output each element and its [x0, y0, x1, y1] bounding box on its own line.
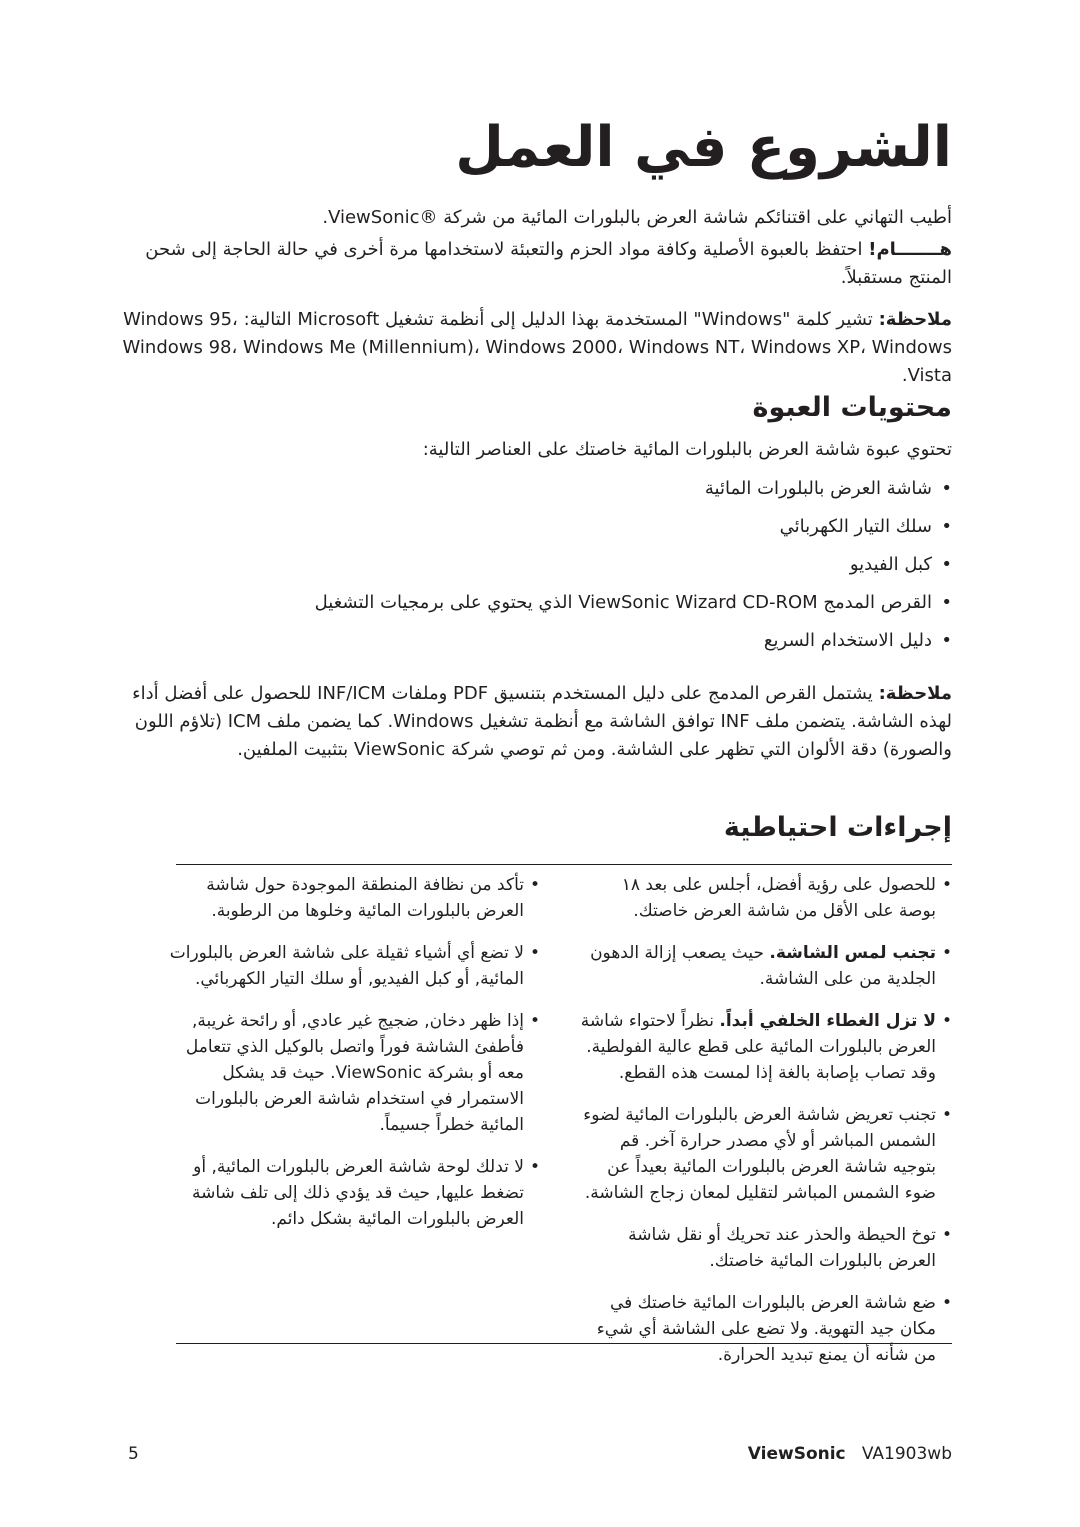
precaution-item: • توخ الحيطة والحذر عند تحريك أو نقل شاشة العرض بالبلورات المائية خاصتك.: [580, 1222, 952, 1274]
precaution-item: • لا تزل الغطاء الخلفي أبداً. نظراً لاحتواء شاشة العرض بالبلورات المائية على قطع عالية الفولطية. وقد تصاب بإصابة بالغة إذا لمست هذه القطع.: [580, 1008, 952, 1086]
precaution-item: • إذا ظهر دخان, ضجيج غير عادي, أو رائحة غريبة, فأطفئ الشاشة فوراً واتصل بالوكيل الذي تتعامل معه أو بشركة ViewSonic. حيث قد يشكل الاستمرار في استخدام شاشة العرض بالبلورات المائية خطراً جسيماً.: [168, 1008, 540, 1138]
footer-brand-model: [748, 1442, 952, 1466]
precautions-heading: إجراءات احتياطية: [723, 812, 952, 843]
page-title: الشروع في العمل: [455, 115, 952, 180]
precaution-item: • للحصول على رؤية أفضل، أجلس على بعد ١٨ بوصة على الأقل من شاشة العرض خاصتك.: [580, 872, 952, 924]
list-item: • شاشة العرض بالبلورات المائية: [122, 470, 952, 508]
intro-section: [122, 204, 952, 390]
package-note-label: ملاحظة:: [878, 683, 952, 704]
package-heading: محتويات العبوة: [752, 392, 952, 423]
precautions-right-column: [580, 872, 952, 1384]
package-intro: تحتوي عبوة شاشة العرض بالبلورات المائية خاصتك على العناصر التالية:: [422, 439, 952, 460]
page-number: 5: [128, 1444, 139, 1464]
important-note: [122, 236, 952, 292]
package-note: [122, 680, 952, 764]
note-label: ملاحظة:: [878, 309, 952, 330]
list-item: • القرص المدمج ViewSonic Wizard CD-ROM الذي يحتوي على برمجيات التشغيل: [122, 584, 952, 622]
package-note-text: يشتمل القرص المدمج على دليل المستخدم بتنسيق PDF وملفات INF/ICM للحصول على أفضل أداء لهذه الشاشة. يتضمن ملف INF توافق الشاشة مع أنظمة تشغيل Windows. كما يضمن ملف ICM (تلاؤم اللون والصورة) دقة الألوان التي تظهر على الشاشة. ومن ثم توصي شركة ViewSonic بتثبيت الملفين.: [132, 683, 952, 760]
list-item: • كبل الفيديو: [122, 546, 952, 584]
precaution-item: • ضع شاشة العرض بالبلورات المائية خاصتك في مكان جيد التهوية. ولا تضع على الشاشة أي شيء من شأنه أن يمنع تبديد الحرارة.: [580, 1290, 952, 1368]
congrats-text: أطيب التهاني على اقتنائكم شاشة العرض بالبلورات المائية من شركة ®ViewSonic.: [322, 207, 952, 228]
precaution-item: • تأكد من نظافة المنطقة الموجودة حول شاشة العرض بالبلورات المائية وخلوها من الرطوبة.: [168, 872, 540, 924]
note-text: تشير كلمة "Windows" المستخدمة بهذا الدليل إلى أنظمة تشغيل Microsoft التالية: Windows 95، Windows 98، Windows Me (Millennium)، Windows 2000، Windows NT، Windows XP، Windows Vista.: [122, 309, 952, 386]
precaution-item: • تجنب لمس الشاشة. حيث يصعب إزالة الدهون الجلدية من على الشاشة.: [580, 940, 952, 992]
package-list: [122, 470, 952, 660]
top-divider: [176, 864, 952, 865]
list-item: • سلك التيار الكهربائي: [122, 508, 952, 546]
bottom-divider: [176, 1343, 952, 1344]
precautions-left-column: [168, 872, 540, 1248]
footer-brand: ViewSonic: [747, 1444, 846, 1464]
precaution-item: • لا تدلك لوحة شاشة العرض بالبلورات المائية, أو تضغط عليها, حيث قد يؤدي ذلك إلى تلف شاشة العرض بالبلورات المائية بشكل دائم.: [168, 1154, 540, 1232]
list-item: • دليل الاستخدام السريع: [122, 622, 952, 660]
precaution-item: • لا تضع أي أشياء ثقيلة على شاشة العرض بالبلورات المائية, أو كبل الفيديو, أو سلك التيار الكهربائي.: [168, 940, 540, 992]
footer-model: VA1903wb: [861, 1444, 952, 1464]
important-label: هـــــــام!: [868, 239, 952, 260]
windows-note: [122, 306, 952, 390]
precaution-item: • تجنب تعريض شاشة العرض بالبلورات المائية لضوء الشمس المباشر أو لأي مصدر حرارة آخر. قم بتوجيه شاشة العرض بالبلورات المائية بعيداً عن ضوء الشمس المباشر لتقليل لمعان زجاج الشاشة.: [580, 1102, 952, 1206]
important-text: احتفظ بالعبوة الأصلية وكافة مواد الحزم والتعبئة لاستخدامها مرة أخرى في حالة الحاجة إلى شحن المنتج مستقبلاً.: [145, 239, 952, 288]
